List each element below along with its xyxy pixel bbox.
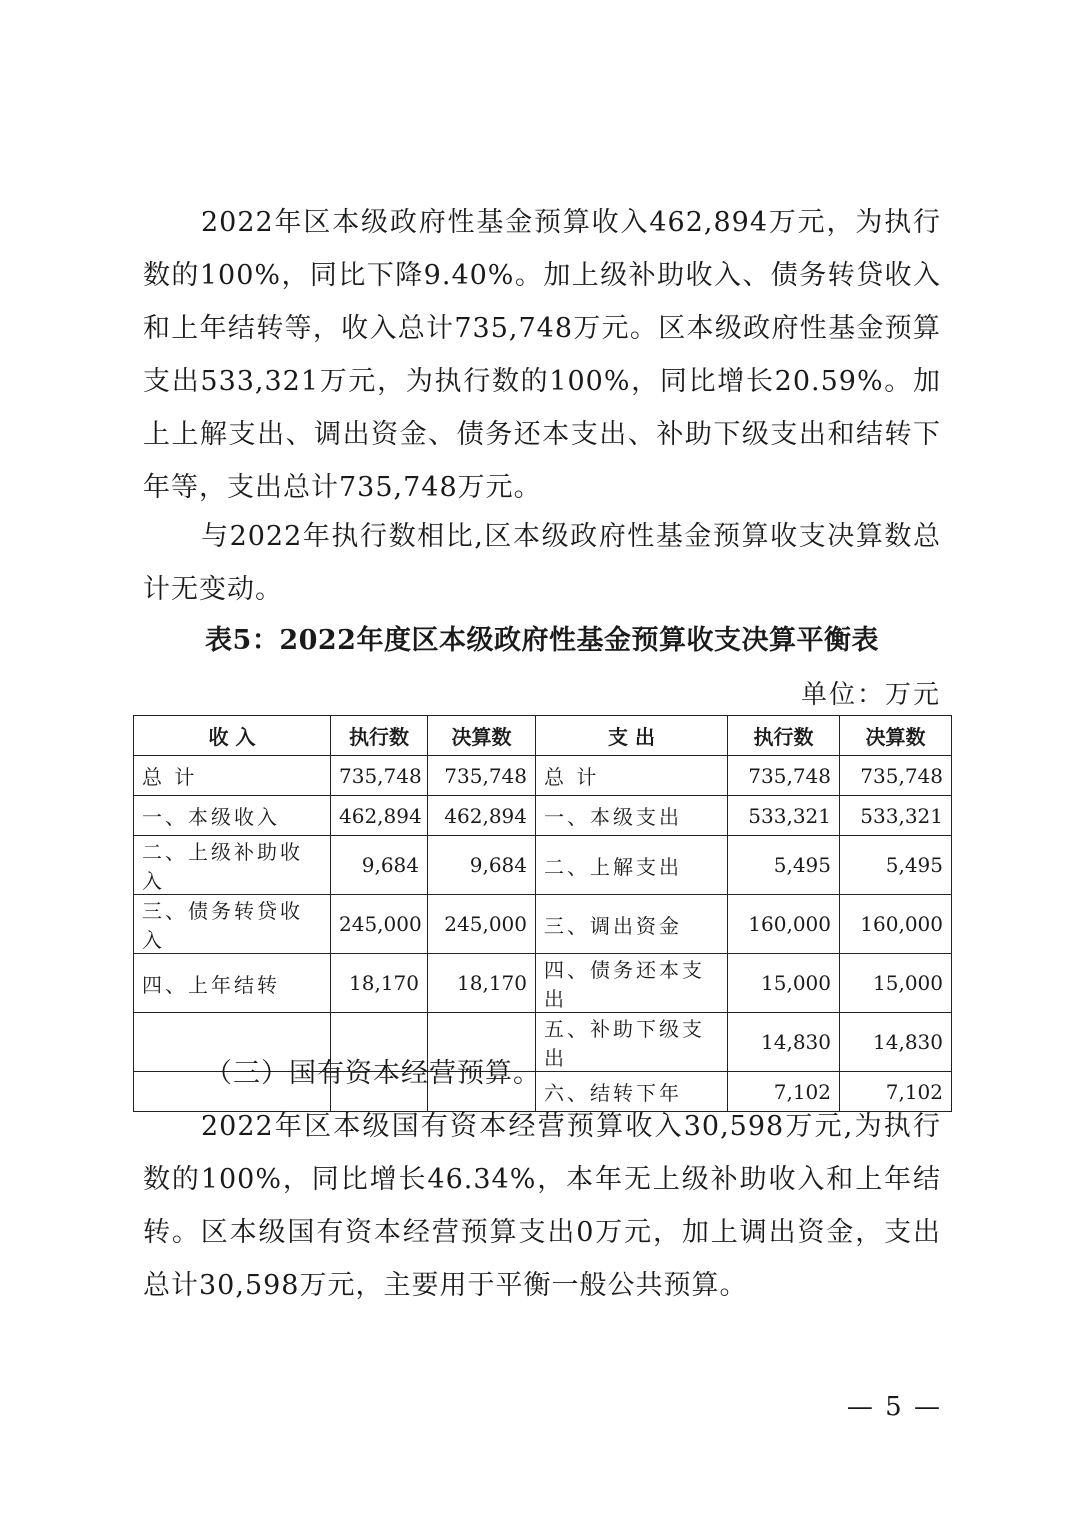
- income-label: 三、债务转贷收入: [134, 895, 331, 954]
- expenditure-label: 一、本级支出: [536, 796, 728, 836]
- income-final: 9,684: [428, 836, 536, 895]
- header-executed: 执行数: [331, 716, 428, 756]
- paragraph-state-capital-budget: 2022年区本级国有资本经营预算收入30,598万元,为执行数的100%，同比增长46.34%，本年无上级补助收入和上年结转。区本级国有资本经营预算支出0万元，加上调出资金，支出总计30,598万元，主要用于平衡一般公共预算。: [143, 1111, 941, 1301]
- header-executed: 执行数: [728, 716, 840, 756]
- header-final: 决算数: [840, 716, 952, 756]
- income-executed: 18,170: [331, 954, 428, 1013]
- income-label: 总 计: [134, 756, 331, 796]
- expenditure-label: 四、债务还本支出: [536, 954, 728, 1013]
- table-row: [134, 796, 952, 836]
- table-header-row: [134, 716, 952, 756]
- income-executed: 462,894: [331, 796, 428, 836]
- header-income: 收 入: [134, 716, 331, 756]
- expenditure-executed: 160,000: [728, 895, 840, 954]
- expenditure-final: 15,000: [840, 954, 952, 1013]
- table-row: [134, 895, 952, 954]
- paragraph-fund-budget: 2022年区本级政府性基金预算收入462,894万元，为执行数的100%，同比下降9.40%。加上级补助收入、债务转贷收入和上年结转等，收入总计735,748万元。区本级政府性基金预算支出533,321万元，为执行数的100%，同比增长20.59%。加上上解支出、调出资金、债务还本支出、补助下级支出和结转下年等，支出总计735,748万元。: [143, 207, 941, 503]
- expenditure-executed: 5,495: [728, 836, 840, 895]
- expenditure-final: 5,495: [840, 836, 952, 895]
- expenditure-executed: 7,102: [728, 1072, 840, 1112]
- table-unit: 单位：万元: [800, 680, 941, 710]
- expenditure-final: 533,321: [840, 796, 952, 836]
- header-expenditure: 支 出: [536, 716, 728, 756]
- income-label: 二、上级补助收入: [134, 836, 331, 895]
- expenditure-executed: 533,321: [728, 796, 840, 836]
- expenditure-executed: 14,830: [728, 1013, 840, 1072]
- expenditure-executed: 735,748: [728, 756, 840, 796]
- expenditure-final: 160,000: [840, 895, 952, 954]
- income-executed: 245,000: [331, 895, 428, 954]
- expenditure-label: 五、补助下级支出: [536, 1013, 728, 1072]
- income-final: 18,170: [428, 954, 536, 1013]
- paragraph-no-change: 与2022年执行数相比,区本级政府性基金预算收支决算数总计无变动。: [143, 521, 941, 605]
- expenditure-final: 735,748: [840, 756, 952, 796]
- expenditure-label: 三、调出资金: [536, 895, 728, 954]
- income-final: 245,000: [428, 895, 536, 954]
- income-final: 735,748: [428, 756, 536, 796]
- expenditure-final: 14,830: [840, 1013, 952, 1072]
- table-caption: 表5：2022年度区本级政府性基金预算收支决算平衡表: [205, 625, 879, 656]
- table-row: [134, 836, 952, 895]
- income-executed: 735,748: [331, 756, 428, 796]
- table-row: [134, 954, 952, 1013]
- income-label: 四、上年结转: [134, 954, 331, 1013]
- page-number: — 5 —: [846, 1392, 942, 1422]
- income-final: 462,894: [428, 796, 536, 836]
- expenditure-final: 7,102: [840, 1072, 952, 1112]
- table-row: [134, 756, 952, 796]
- header-final: 决算数: [428, 716, 536, 756]
- income-label: 一、本级收入: [134, 796, 331, 836]
- expenditure-label: 二、上解支出: [536, 836, 728, 895]
- income-executed: 9,684: [331, 836, 428, 895]
- expenditure-label: 六、结转下年: [536, 1072, 728, 1112]
- expenditure-executed: 15,000: [728, 954, 840, 1013]
- expenditure-label: 总 计: [536, 756, 728, 796]
- section-heading-state-capital: （三）国有资本经营预算。: [205, 1058, 541, 1089]
